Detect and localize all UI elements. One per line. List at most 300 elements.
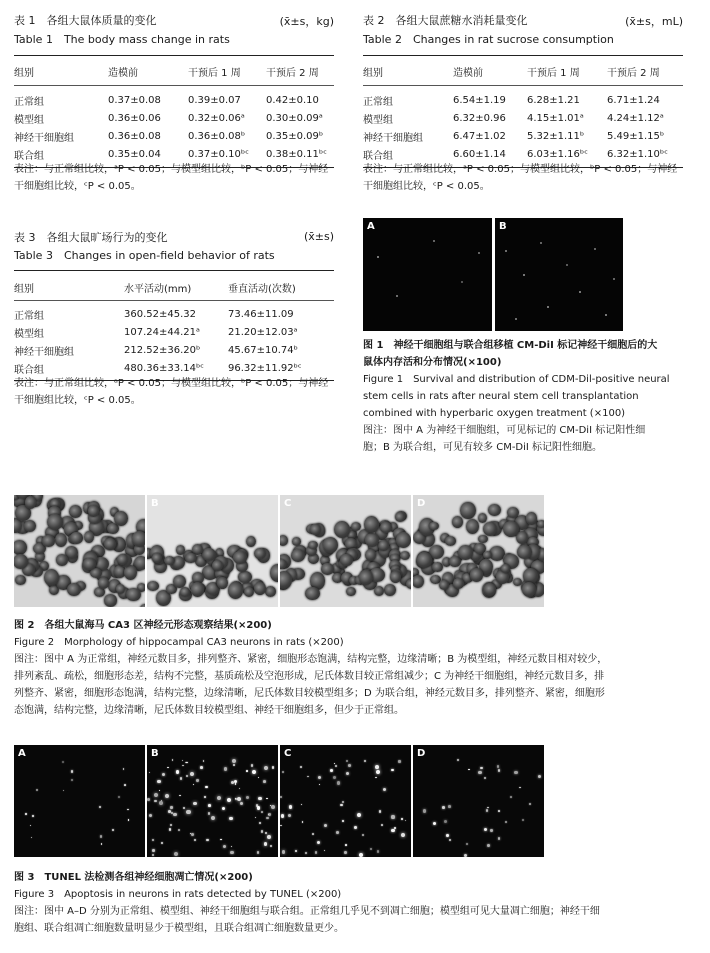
neuron-cell xyxy=(466,519,479,534)
table3-header-rule xyxy=(14,300,334,301)
apoptotic-cell-dot xyxy=(36,789,37,790)
table-cell: 0.35±0.09ᵇ xyxy=(266,130,324,142)
apoptotic-cell-dot xyxy=(468,769,469,770)
table-cell: 45.67±10.74ᵇ xyxy=(228,344,298,356)
apoptotic-cell-dot xyxy=(258,777,259,778)
table-header-row xyxy=(14,62,334,80)
apoptotic-cell-dot xyxy=(118,796,120,798)
neuron-cell xyxy=(246,536,256,547)
figure1-cap-cn-2: 鼠体内存活和分布情况(×100) xyxy=(363,357,502,368)
table-header-cell: 组别 xyxy=(14,283,34,295)
figure3-panel-c xyxy=(280,745,411,857)
figure2-note-2: 排列紊乱、疏松，细胞形态差，结构不完整，基质疏松及空泡形成，尼氏体数目较正常组减少；C 为神经干细胞组，神经元数目多，排 xyxy=(14,671,605,682)
figure2-block xyxy=(14,495,696,725)
table1-title-cn: 表 1 各组大鼠体质量的变化 xyxy=(14,14,157,27)
apoptotic-cell-dot xyxy=(220,839,222,841)
neuron-cell xyxy=(537,520,544,528)
apoptotic-cell-dot xyxy=(239,788,240,789)
apoptotic-cell-dot xyxy=(348,764,351,767)
apoptotic-cell-dot xyxy=(337,781,341,785)
neuron-cell xyxy=(24,520,37,533)
table-row xyxy=(14,145,334,163)
apoptotic-cell-dot xyxy=(62,761,64,763)
table2-unit: (x̄±s，mL) xyxy=(625,15,683,28)
apoptotic-cell-dot xyxy=(375,765,379,769)
table-row xyxy=(14,127,334,145)
apoptotic-cell-dot xyxy=(157,780,160,783)
apoptotic-cell-dot xyxy=(152,839,154,841)
neuron-cell xyxy=(254,582,266,594)
apoptotic-cell-dot xyxy=(152,854,154,856)
table-cell: 107.24±44.21ᵃ xyxy=(124,326,200,338)
apoptotic-cell-dot xyxy=(486,809,489,812)
apoptotic-cell-dot xyxy=(312,833,314,835)
apoptotic-cell-dot xyxy=(359,853,363,857)
apoptotic-cell-dot xyxy=(375,777,376,778)
apoptotic-cell-dot xyxy=(377,850,380,853)
neuron-cell xyxy=(233,551,247,564)
neuron-cell xyxy=(365,533,379,547)
apoptotic-cell-dot xyxy=(180,777,183,780)
neuron-cell xyxy=(228,582,244,599)
apoptotic-cell-dot xyxy=(315,851,318,854)
figure2-panel-d xyxy=(413,495,544,607)
panel-label: D xyxy=(417,748,426,759)
apoptotic-cell-dot xyxy=(448,805,451,808)
apoptotic-cell-dot xyxy=(235,798,237,800)
figure2-panel-b xyxy=(147,495,278,607)
neuron-cell xyxy=(483,522,497,536)
neuron-cell xyxy=(176,545,185,554)
apoptotic-cell-dot xyxy=(32,815,34,817)
apoptotic-cell-dot xyxy=(282,771,284,773)
table-cell: 模型组 xyxy=(363,114,393,126)
neuron-cell xyxy=(470,568,484,581)
neuron-cell xyxy=(191,582,204,596)
neuron-cell xyxy=(173,575,186,588)
apoptotic-cell-dot xyxy=(449,839,451,841)
table3-top-rule xyxy=(14,270,334,271)
apoptotic-cell-dot xyxy=(149,772,150,773)
neuron-cell xyxy=(400,551,410,560)
table2-header-rule xyxy=(363,85,683,86)
apoptotic-cell-dot xyxy=(522,819,524,821)
figure3-note-2: 胞组、联合组凋亡细胞数量明显少于模型组，且联合组凋亡细胞数量更少。 xyxy=(14,923,344,934)
table-cell: 21.20±12.03ᵃ xyxy=(228,326,298,338)
figure3-cap-cn: 图 3 TUNEL 法检测各组神经细胞凋亡情况(×200) xyxy=(14,872,253,883)
table-cell: 0.36±0.08ᵇ xyxy=(188,130,246,142)
apoptotic-cell-dot xyxy=(444,820,447,823)
neuron-cell xyxy=(42,535,56,547)
apoptotic-cell-dot xyxy=(457,759,459,761)
neuron-cell xyxy=(453,578,464,589)
apoptotic-cell-dot xyxy=(336,831,339,834)
table-cell: 0.37±0.08 xyxy=(108,94,161,106)
table-cell: 212.52±36.20ᵇ xyxy=(124,344,201,356)
table-cell: 0.38±0.11ᵇᶜ xyxy=(266,148,327,160)
apoptotic-cell-dot xyxy=(154,800,156,802)
neuron-cell xyxy=(429,522,439,530)
neuron-cell xyxy=(84,531,94,543)
apoptotic-cell-dot xyxy=(31,837,32,838)
apoptotic-cell-dot xyxy=(255,817,256,818)
neuron-cell xyxy=(124,565,137,580)
apoptotic-cell-dot xyxy=(505,821,507,823)
figure3-caption xyxy=(14,869,694,937)
table-cell: 4.24±1.12ᵃ xyxy=(607,112,664,124)
apoptotic-cell-dot xyxy=(271,805,275,809)
table2-note-line2: 干细胞组比较，ᶜP < 0.05。 xyxy=(363,181,490,192)
table-cell: 正常组 xyxy=(14,310,44,322)
neuron-cell xyxy=(364,516,379,533)
apoptotic-cell-dot xyxy=(183,807,185,809)
apoptotic-cell-dot xyxy=(268,813,270,815)
neuron-cell xyxy=(321,563,334,575)
apoptotic-cell-dot xyxy=(282,850,286,854)
apoptotic-cell-dot xyxy=(270,845,272,847)
table-cell: 0.42±0.10 xyxy=(266,94,319,106)
panel-label: B xyxy=(151,748,159,759)
apoptotic-cell-dot xyxy=(391,815,394,818)
apoptotic-cell-dot xyxy=(335,765,337,767)
apoptotic-cell-dot xyxy=(370,848,372,850)
apoptotic-cell-dot xyxy=(307,776,309,778)
table-header-cell: 水平活动(mm) xyxy=(124,283,192,295)
figure1-cap-cn-1: 图 1 神经干细胞组与联合组移植 CM-DiI 标记神经干细胞后的大 xyxy=(363,340,658,351)
panel-label: B xyxy=(151,498,159,509)
apoptotic-cell-dot xyxy=(480,767,483,770)
apoptotic-cell-dot xyxy=(514,771,517,774)
apoptotic-cell-dot xyxy=(208,804,211,807)
table-row xyxy=(363,109,683,127)
neuron-cell xyxy=(88,505,99,517)
apoptotic-cell-dot xyxy=(376,770,380,774)
table2-title-cn: 表 2 各组大鼠蔗糖水消耗量变化 xyxy=(363,14,528,27)
apoptotic-cell-dot xyxy=(519,787,520,788)
apoptotic-cell-dot xyxy=(204,796,206,798)
neuron-cell xyxy=(126,588,140,601)
apoptotic-cell-dot xyxy=(344,851,347,854)
table2 xyxy=(363,62,683,80)
apoptotic-cell-dot xyxy=(288,814,291,817)
apoptotic-cell-dot xyxy=(152,849,155,852)
neuron-cell xyxy=(305,587,320,601)
neuron-cell xyxy=(185,553,196,563)
table1 xyxy=(14,62,334,80)
apoptotic-cell-dot xyxy=(127,809,129,811)
table-row xyxy=(14,323,334,341)
apoptotic-cell-dot xyxy=(217,796,221,800)
apoptotic-cell-dot xyxy=(178,829,180,831)
neuron-cell xyxy=(147,581,159,591)
apoptotic-cell-dot xyxy=(257,806,261,810)
apoptotic-cell-dot xyxy=(324,824,327,827)
apoptotic-cell-dot xyxy=(159,801,163,805)
apoptotic-cell-dot xyxy=(252,770,256,774)
apoptotic-cell-dot xyxy=(169,828,171,830)
apoptotic-cell-dot xyxy=(176,770,179,773)
neuron-cell xyxy=(323,537,338,553)
table1-block xyxy=(14,13,334,193)
neuron-cell xyxy=(47,514,63,530)
apoptotic-cell-dot xyxy=(346,772,349,775)
apoptotic-cell-dot xyxy=(71,770,73,772)
apoptotic-cell-dot xyxy=(478,771,481,774)
apoptotic-cell-dot xyxy=(165,794,169,798)
table-header-cell: 垂直活动(次数) xyxy=(228,283,296,295)
apoptotic-cell-dot xyxy=(101,843,102,844)
neuron-cell xyxy=(70,532,82,544)
table-cell: 0.36±0.06 xyxy=(108,112,161,124)
apoptotic-cell-dot xyxy=(264,842,268,846)
table3-note-line1: 表注：与正常组比较，ᵃP < 0.05；与模型组比较，ᵇP < 0.05；与神经 xyxy=(14,378,329,389)
apoptotic-cell-dot xyxy=(161,842,163,844)
apoptotic-cell-dot xyxy=(263,780,266,783)
apoptotic-cell-dot xyxy=(257,851,260,854)
table-cell: 联合组 xyxy=(363,150,393,162)
apoptotic-cell-dot xyxy=(318,776,321,779)
apoptotic-cell-dot xyxy=(154,793,158,797)
apoptotic-cell-dot xyxy=(232,759,236,763)
apoptotic-cell-dot xyxy=(317,841,320,844)
apoptotic-cell-dot xyxy=(186,810,190,814)
table-header-cell: 组别 xyxy=(363,67,383,79)
neuron-cell xyxy=(501,564,510,572)
apoptotic-cell-dot xyxy=(265,832,267,834)
table-cell: 6.28±1.21 xyxy=(527,94,580,106)
figure2-cap-en: Figure 2 Morphology of hippocampal CA3 neurons in rats (×200) xyxy=(14,637,344,648)
table-cell: 模型组 xyxy=(14,328,44,340)
apoptotic-cell-dot xyxy=(305,852,307,854)
table-cell: 6.71±1.24 xyxy=(607,94,660,106)
apoptotic-cell-dot xyxy=(173,813,177,817)
table-cell: 96.32±11.92ᵇᶜ xyxy=(228,362,302,374)
apoptotic-cell-dot xyxy=(222,807,225,810)
panel-label: A xyxy=(18,748,26,759)
apoptotic-cell-dot xyxy=(266,798,267,799)
table2-body xyxy=(363,91,683,163)
apoptotic-cell-dot xyxy=(354,826,357,829)
apoptotic-cell-dot xyxy=(487,807,489,809)
apoptotic-cell-dot xyxy=(289,805,293,809)
neuron-cell xyxy=(396,532,411,548)
figure1-cap-en-2: stem cells in rats after neural stem cell transplantation xyxy=(363,391,639,402)
apoptotic-cell-dot xyxy=(123,768,125,770)
neuron-cell xyxy=(292,537,301,545)
apoptotic-cell-dot xyxy=(346,760,348,762)
apoptotic-cell-dot xyxy=(174,852,178,856)
apoptotic-cell-dot xyxy=(340,804,342,806)
table-header-cell: 干预后 1 周 xyxy=(188,67,241,79)
table1-unit: (x̄±s，kg) xyxy=(279,15,334,28)
table-header-cell: 干预后 1 周 xyxy=(527,67,580,79)
figure2-note-4: 态饱满，结构完整，边缘清晰，尼氏体数目较模型组、神经干细胞组多，但少于正常组。 xyxy=(14,705,404,716)
neuron-cell xyxy=(458,545,473,559)
neuron-cell xyxy=(413,575,424,588)
apoptotic-cell-dot xyxy=(446,834,449,837)
apoptotic-cell-dot xyxy=(227,798,231,802)
neuron-cell xyxy=(445,536,456,546)
table-row xyxy=(14,341,334,359)
table3-unit: (x̄±s) xyxy=(303,230,334,243)
table-cell: 0.32±0.06ᵃ xyxy=(188,112,245,124)
neuron-cell xyxy=(526,512,538,525)
apoptotic-cell-dot xyxy=(401,833,405,837)
apoptotic-cell-dot xyxy=(193,802,197,806)
apoptotic-cell-dot xyxy=(124,784,126,786)
apoptotic-cell-dot xyxy=(230,851,233,854)
neuron-cell xyxy=(132,531,145,547)
apoptotic-cell-dot xyxy=(229,817,232,820)
table3 xyxy=(14,278,334,296)
table-cell: 0.36±0.08 xyxy=(108,130,161,142)
table-cell: 模型组 xyxy=(14,114,44,126)
apoptotic-cell-dot xyxy=(498,769,501,772)
neuron-cell xyxy=(117,554,128,565)
apoptotic-cell-dot xyxy=(264,766,268,770)
neuron-cell xyxy=(98,577,110,588)
apoptotic-cell-dot xyxy=(442,806,445,809)
apoptotic-cell-dot xyxy=(147,798,150,801)
apoptotic-cell-dot xyxy=(193,784,194,785)
neuron-cell xyxy=(488,504,501,516)
table-cell: 480.36±33.14ᵇᶜ xyxy=(124,362,204,374)
apoptotic-cell-dot xyxy=(162,773,165,776)
apoptotic-cell-dot xyxy=(391,769,394,772)
apoptotic-cell-dot xyxy=(190,772,194,776)
apoptotic-cell-dot xyxy=(170,824,172,826)
table-row xyxy=(14,109,334,127)
apoptotic-cell-dot xyxy=(398,760,400,762)
apoptotic-cell-dot xyxy=(231,846,232,847)
neuron-cell xyxy=(380,522,392,533)
panel-label: B xyxy=(499,221,507,232)
apoptotic-cell-dot xyxy=(302,821,304,823)
apoptotic-cell-dot xyxy=(300,766,302,768)
apoptotic-cell-dot xyxy=(383,788,386,791)
neuron-cell xyxy=(460,502,475,519)
panel-label: C xyxy=(284,498,292,509)
table-row xyxy=(363,127,683,145)
neuron-cell xyxy=(152,553,161,563)
table-cell: 0.35±0.04 xyxy=(108,148,161,160)
table-header-cell: 干预后 2 周 xyxy=(266,67,319,79)
apoptotic-cell-dot xyxy=(391,829,395,833)
table1-note-line2: 干细胞组比较，ᶜP < 0.05。 xyxy=(14,181,141,192)
neuron-cell xyxy=(478,535,488,543)
apoptotic-cell-dot xyxy=(529,803,531,805)
figure3-panel-a xyxy=(14,745,145,857)
table-cell: 5.49±1.15ᵇ xyxy=(607,130,665,142)
apoptotic-cell-dot xyxy=(261,830,263,832)
neuron-cell xyxy=(55,533,67,546)
neuron-cell xyxy=(346,587,355,597)
neuron-cell xyxy=(217,577,227,589)
figure3-cap-en: Figure 3 Apoptosis in neurons in rats detected by TUNEL (×200) xyxy=(14,889,342,900)
apoptotic-cell-dot xyxy=(319,784,320,785)
table-cell: 联合组 xyxy=(14,364,44,376)
apoptotic-cell-dot xyxy=(280,825,281,826)
apoptotic-cell-dot xyxy=(484,777,486,779)
apoptotic-cell-dot xyxy=(342,801,344,803)
apoptotic-cell-dot xyxy=(333,776,336,779)
apoptotic-cell-dot xyxy=(487,844,490,847)
apoptotic-cell-dot xyxy=(342,820,344,822)
neuron-cell xyxy=(280,535,288,546)
apoptotic-cell-dot xyxy=(259,822,261,824)
apoptotic-cell-dot xyxy=(405,820,406,821)
apoptotic-cell-dot xyxy=(510,796,512,798)
neuron-cell xyxy=(417,552,432,568)
neuron-cell xyxy=(478,513,487,523)
neuron-cell xyxy=(140,604,145,607)
apoptotic-cell-dot xyxy=(206,839,208,841)
neuron-cell xyxy=(180,587,189,597)
table2-block xyxy=(363,13,683,193)
apoptotic-cell-dot xyxy=(266,817,268,819)
apoptotic-cell-dot xyxy=(159,790,160,791)
neuron-cell xyxy=(104,594,117,606)
apoptotic-cell-dot xyxy=(423,809,426,812)
apoptotic-cell-dot xyxy=(200,766,203,769)
apoptotic-cell-dot xyxy=(191,833,194,836)
table1-header-rule xyxy=(14,85,334,86)
apoptotic-cell-dot xyxy=(379,810,381,812)
apoptotic-cell-dot xyxy=(128,819,130,821)
apoptotic-cell-dot xyxy=(149,814,152,817)
table-cell: 神经干细胞组 xyxy=(14,132,74,144)
table-cell: 神经干细胞组 xyxy=(363,132,423,144)
table-cell: 6.32±1.10ᵇᶜ xyxy=(607,148,668,160)
neuron-cell xyxy=(384,584,396,596)
apoptotic-cell-dot xyxy=(194,839,196,841)
apoptotic-cell-dot xyxy=(484,828,487,831)
neuron-cell xyxy=(483,551,492,559)
table1-note-line1: 表注：与正常组比较，ᵃP < 0.05；与模型组比较，ᵇP < 0.05；与神经 xyxy=(14,164,329,175)
table-cell: 5.32±1.11ᵇ xyxy=(527,130,585,142)
figure1-caption xyxy=(363,337,703,456)
apoptotic-cell-dot xyxy=(295,850,298,853)
apoptotic-cell-dot xyxy=(466,843,468,845)
apoptotic-cell-dot xyxy=(364,760,366,762)
apoptotic-cell-dot xyxy=(464,854,467,857)
table1-top-rule xyxy=(14,55,334,56)
apoptotic-cell-dot xyxy=(223,845,226,848)
apoptotic-cell-dot xyxy=(301,804,303,806)
neuron-cell xyxy=(390,571,401,583)
apoptotic-cell-dot xyxy=(272,766,274,768)
apoptotic-cell-dot xyxy=(112,829,114,831)
table-cell: 联合组 xyxy=(14,150,44,162)
table-header-cell: 造模前 xyxy=(108,67,138,79)
apoptotic-cell-dot xyxy=(168,810,171,813)
neuron-cell xyxy=(280,571,292,588)
figure3-panel-b xyxy=(147,745,278,857)
neuron-cell xyxy=(432,562,442,572)
table-cell: 6.60±1.14 xyxy=(453,148,506,160)
table-cell: 4.15±1.01ᵃ xyxy=(527,112,584,124)
apoptotic-cell-dot xyxy=(233,764,235,766)
figure2-panel-c xyxy=(280,495,411,607)
apoptotic-cell-dot xyxy=(208,812,211,815)
table1-title-en: Table 1 The body mass change in rats xyxy=(14,33,230,46)
neuron-cell xyxy=(395,512,406,522)
panel-label: A xyxy=(367,221,375,232)
neuron-cell xyxy=(291,549,305,562)
table1-body xyxy=(14,91,334,163)
table-row xyxy=(14,359,334,377)
figure2-panel-a xyxy=(14,495,145,607)
